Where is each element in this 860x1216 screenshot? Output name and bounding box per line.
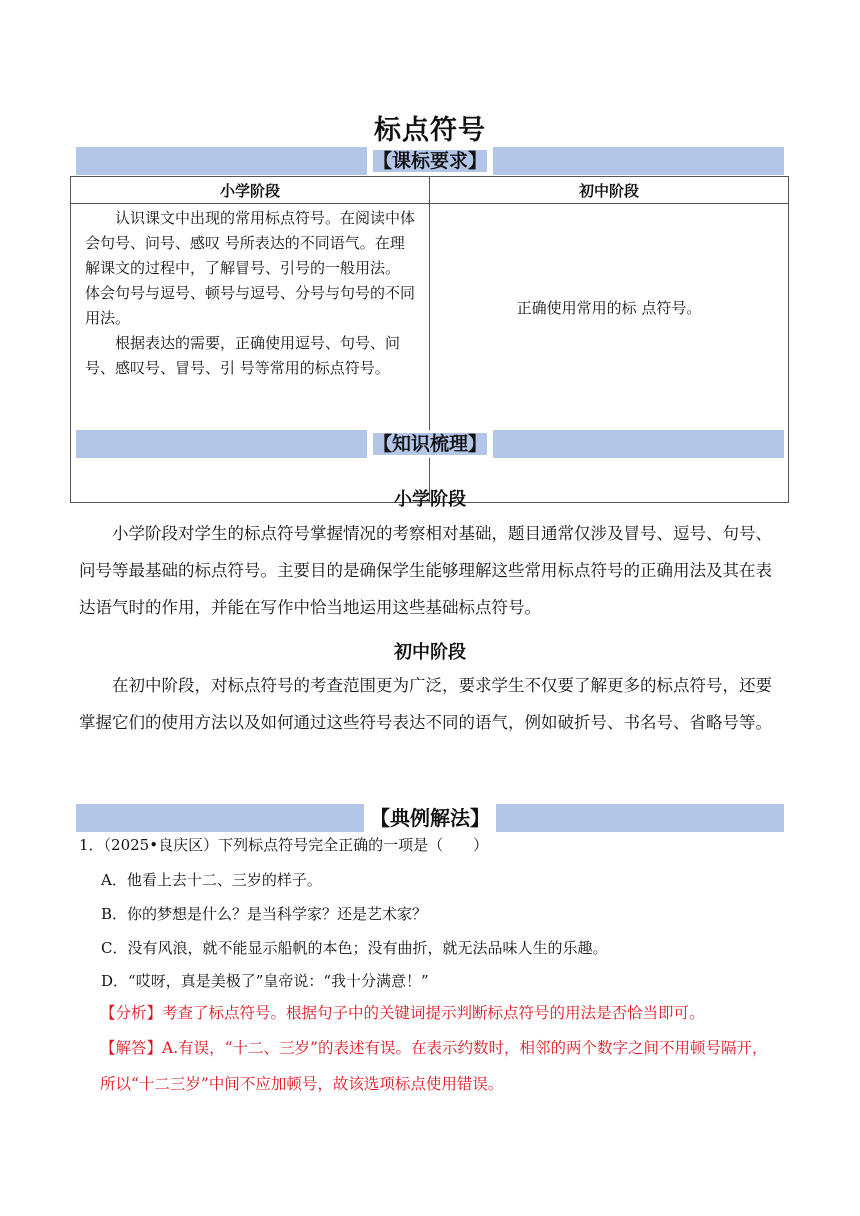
option-c: C．没有风浪，就不能显示船帆的本色；没有曲折，就无法品味人生的乐趣。 <box>101 939 608 957</box>
question-stem: 1．（2025•良庆区）下列标点符号完全正确的一项是（ ） <box>79 836 489 854</box>
option-b: B．你的梦想是什么？是当科学家？还是艺术家？ <box>101 905 428 923</box>
section-band-examples <box>76 804 784 832</box>
section-heading-curriculum: 【课标要求】 <box>367 147 493 175</box>
answer-block <box>100 1030 780 1102</box>
page-title: 标点符号 <box>374 115 486 146</box>
section-heading-examples: 【典例解法】 <box>364 804 496 832</box>
middle-stage-heading: 初中阶段 <box>394 642 466 663</box>
primary-stage-heading: 小学阶段 <box>394 489 466 510</box>
section-heading-knowledge: 【知识梳理】 <box>367 430 493 458</box>
primary-stage-paragraph: 小学阶段对学生的标点符号掌握情况的考察相对基础，题目通常仅涉及冒号、逗号、句号、问号等最基础的标点符号。主要目的是确保学生能够理解这些常用标点符号的正确用法及其在表达语气时的作用，并能在写作中恰当地运用这些基础标点符号。 <box>79 524 772 617</box>
answer-text: A.有误，“十二、三岁”的表述有误。在表示约数时，相邻的两个数字之间不用顿号隔开，所以“十二三岁”中间不应加顿号，故该选项标点使用错误。 <box>100 1039 768 1093</box>
middle-stage-paragraph: 在初中阶段，对标点符号的考查范围更为广泛，要求学生不仅要了解更多的标点符号，还要掌握它们的使用方法以及如何通过这些符号表达不同的语气，例如破折号、书名号、省略号等。 <box>79 676 772 732</box>
primary-requirement-paragraph: 认识课文中出现的常用标点符号。在阅读中体会句号、问号、感叹 号所表达的不同语气。在理解课文的过程中，了解冒号、引号的一般用法。 体会句号与逗号、顿号与逗号、分号与句号的不同用法。 <box>85 209 416 327</box>
section-band-knowledge <box>76 430 784 458</box>
column-header-primary: 小学阶段 <box>71 177 430 204</box>
analysis-block <box>100 995 780 1031</box>
middle-requirement-cell: 正确使用常用的标 点符号。 <box>430 204 789 503</box>
answer-tag: 【解答】 <box>100 1039 163 1057</box>
primary-requirement-paragraph: 根据表达的需要，正确使用逗号、句号、问号、感叹号、冒号、引 号等常用的标点符号。 <box>85 334 401 377</box>
option-a: A．他看上去十二、三岁的样子。 <box>101 871 322 889</box>
column-header-middle: 初中阶段 <box>430 177 789 204</box>
option-d: D．“哎呀，真是美极了”皇帝说：“我十分满意！” <box>101 972 429 990</box>
analysis-text: 考查了标点符号。根据句子中的关键词提示判断标点符号的用法是否恰当即可。 <box>162 1004 705 1022</box>
analysis-tag: 【分析】 <box>100 1004 163 1022</box>
section-band-curriculum <box>76 147 784 175</box>
